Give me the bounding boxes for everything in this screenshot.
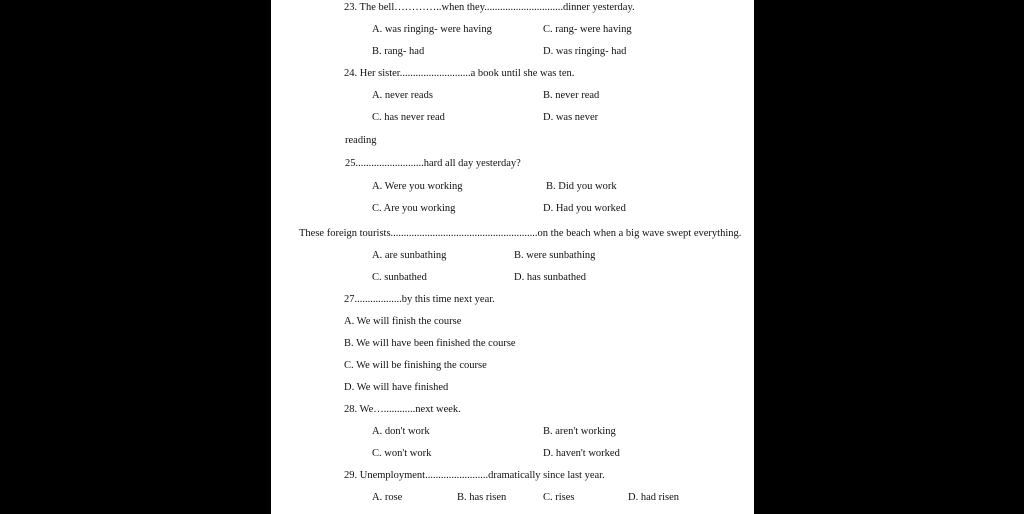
q26-option-c: C. sunbathed [372, 272, 427, 283]
q27-option-d: D. We will have finished [344, 382, 449, 393]
q28-option-b: B. aren't working [543, 426, 616, 437]
q29-option-a: A. rose [372, 492, 403, 503]
q29-option-c: C. rises [543, 492, 575, 503]
q28-option-a: A. don't work [372, 426, 430, 437]
q23-option-a: A. was ringing- were having [372, 24, 492, 35]
q29-option-d: D. had risen [628, 492, 680, 503]
q26-option-b: B. were sunbathing [514, 250, 596, 261]
q26-option-a: A. are sunbathing [372, 250, 447, 261]
q24-option-c: C. has never read [372, 112, 445, 123]
q28-option-c: C. won't work [372, 448, 432, 459]
q27-stem: 27..................by this time next year. [344, 294, 495, 305]
q27-option-a: A. We will finish the course [344, 316, 462, 327]
q25-stem: 25..........................hard all day yesterday? [345, 158, 521, 169]
q24-stem: 24. Her sister...........................a book until she was ten. [344, 68, 575, 79]
q25-option-c: C. Are you working [372, 203, 456, 214]
q23-option-d: D. was ringing- had [543, 46, 627, 57]
q27-option-c: C. We will be finishing the course [344, 360, 487, 371]
q24-option-d-continued: reading [345, 135, 377, 146]
q23-option-c: C. rang- were having [543, 24, 632, 35]
q29-option-b: B. has risen [457, 492, 507, 503]
q26-stem: These foreign tourists........................................................on the beach when a big wave swept everything. [299, 228, 742, 239]
q25-option-b: B. Did you work [546, 181, 617, 192]
q26-option-d: D. has sunbathed [514, 272, 587, 283]
q25-option-a: A. Were you working [372, 181, 463, 192]
q24-option-b: B. never read [543, 90, 600, 101]
q28-stem: 28. We…............next week. [344, 404, 461, 415]
q25-option-d: D. Had you worked [543, 203, 626, 214]
q23-stem: 23. The bell…………..when they..............................dinner yesterday. [344, 2, 635, 13]
q28-option-d: D. haven't worked [543, 448, 620, 459]
q27-option-b: B. We will have been finished the course [344, 338, 516, 349]
q24-option-a: A. never reads [372, 90, 433, 101]
q23-option-b: B. rang- had [372, 46, 425, 57]
q24-option-d: D. was never [543, 112, 599, 123]
q29-stem: 29. Unemployment........................dramatically since last year. [344, 470, 605, 481]
